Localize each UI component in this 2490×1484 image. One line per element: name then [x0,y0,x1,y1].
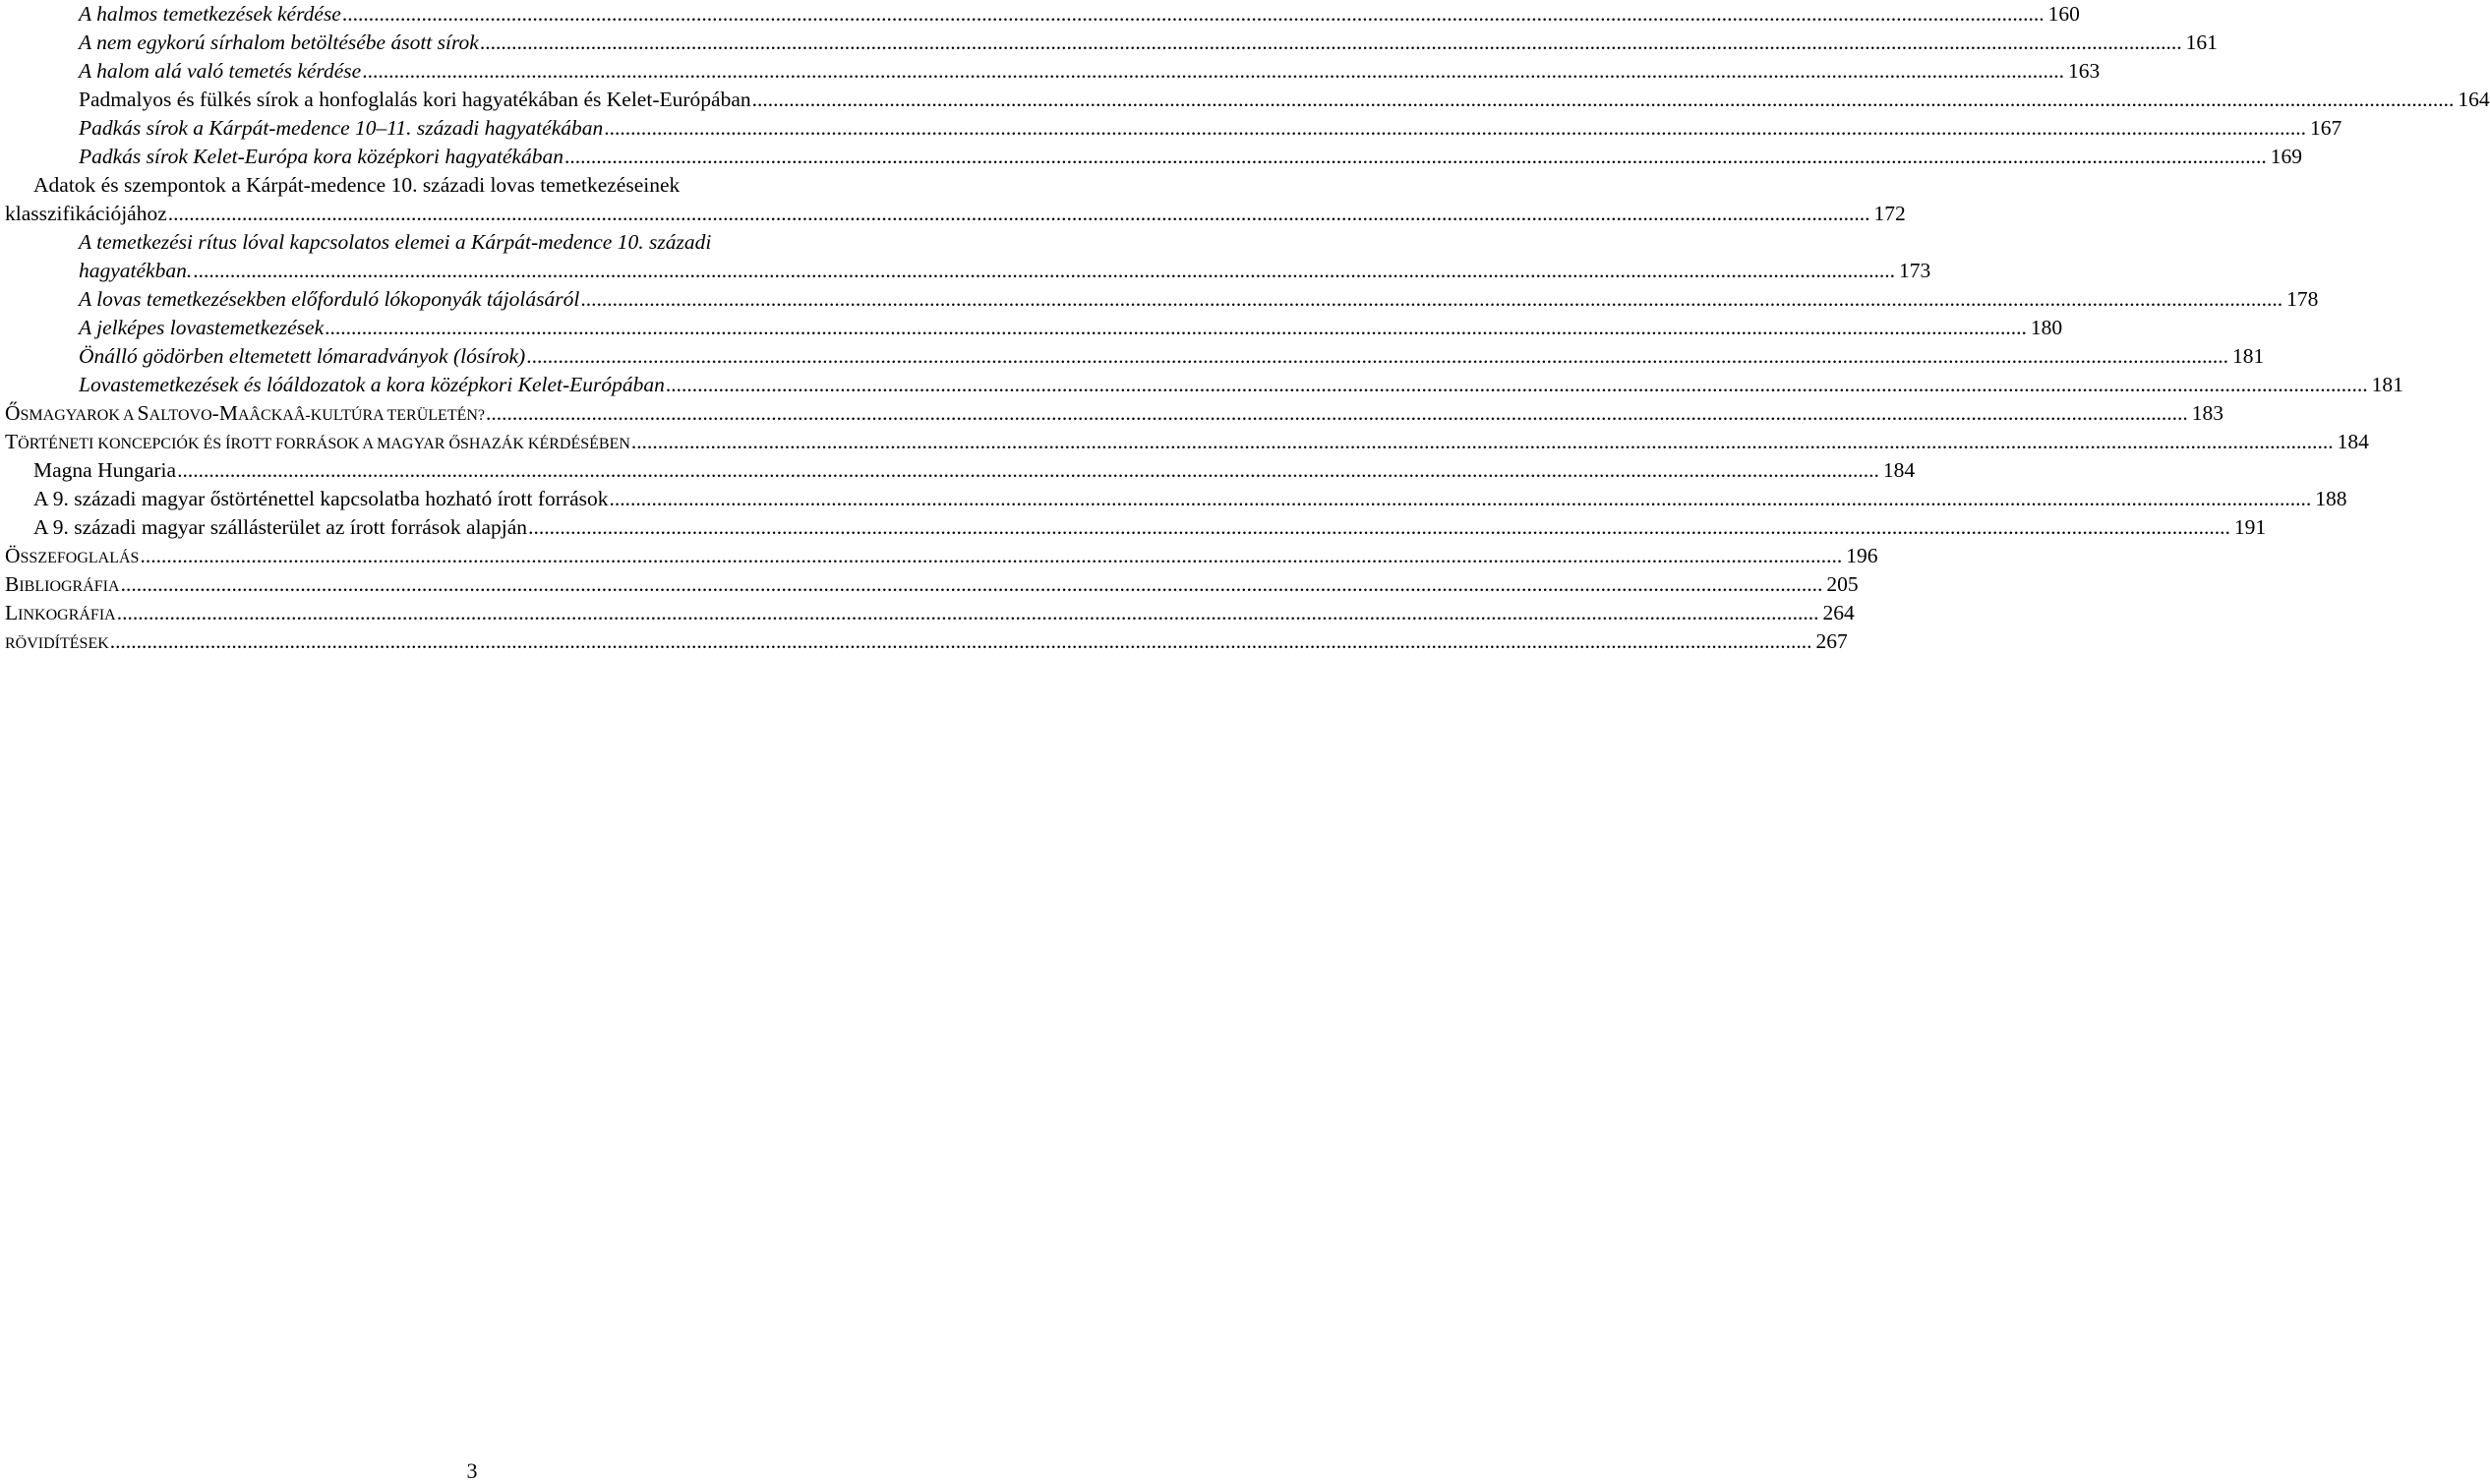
toc-entry[interactable] [5,57,2101,86]
toc-entry-chapter[interactable] [5,428,2369,456]
toc-entry-page: 163 [2067,59,2101,83]
toc-entry-page: 160 [2047,2,2080,26]
toc-entry-page: 205 [1826,572,1859,596]
toc-entry[interactable] [5,513,2267,542]
toc-entry-page: 180 [2030,316,2063,339]
toc-entry-chapter[interactable] [5,399,2224,428]
table-of-contents [5,0,2490,656]
toc-entry[interactable] [5,29,2218,57]
toc-entry-title: ŐSMAGYAROK A SALTOVO-MAÂCKAÂ-KULTÚRA TERÜLETÉN? [5,401,486,425]
toc-entry[interactable] [5,0,2080,29]
toc-entry-page: 181 [2231,344,2265,368]
toc-entry-title: RÖVIDÍTÉSEK [5,635,109,652]
toc-entry-heading-line[interactable] [5,171,940,200]
toc-entry-title: Adatok és szempontok a Kárpát-medence 10. századi lovas temetkezéseinek [33,173,681,197]
toc-entry-page: 161 [2185,30,2218,54]
toc-entry-page: 188 [2315,487,2347,510]
dot-leader [485,399,2188,428]
toc-entry-page: 172 [1873,202,1906,225]
dot-leader [527,513,2230,542]
dot-leader [176,456,1879,485]
toc-entry-chapter[interactable] [5,599,1855,627]
toc-entry[interactable] [5,371,2403,399]
toc-entry-title: A 9. századi magyar őstörténettel kapcsolatba hozható írott források [33,487,609,510]
toc-entry-title-continuation: hagyatékban. [79,259,193,282]
dot-leader [109,627,1812,656]
toc-entry-page: 164 [2458,88,2490,111]
toc-entry-page: 184 [2337,430,2369,453]
dot-leader [341,0,2045,29]
toc-entry-title: Padmalyos és fülkés sírok a honfoglalás kori hagyatékában és Kelet-Európában [79,88,751,111]
dot-leader [751,86,2455,114]
toc-entry[interactable] [5,200,1906,228]
toc-entry-page: 178 [2286,287,2319,311]
dot-leader [479,29,2182,57]
dot-leader [630,428,2334,456]
toc-entry[interactable] [5,456,1916,485]
toc-entry-title-continuation: klasszifikációjához [5,202,167,225]
dot-leader [120,570,1823,599]
toc-entry[interactable] [5,143,2302,171]
toc-entry-title: BIBLIOGRÁFIA [5,572,120,596]
dot-leader [525,342,2228,371]
dot-leader [192,257,1895,285]
toc-entry-chapter[interactable] [5,542,1878,570]
toc-entry-title: A temetkezési rítus lóval kapcsolatos elemei a Kárpát-medence 10. századi [79,230,712,254]
toc-entry-page: 173 [1898,259,1931,282]
toc-entry-title: ÖSSZEFOGLALÁS [5,544,140,567]
toc-entry-page: 184 [1882,458,1916,482]
toc-entry[interactable] [5,342,2265,371]
toc-entry-heading-line[interactable] [5,228,940,257]
toc-entry-title: A jelképes lovastemetkezések [79,316,325,339]
toc-entry-page: 191 [2233,515,2267,539]
toc-entry-page: 181 [2371,373,2403,396]
toc-entry-page: 169 [2270,145,2302,168]
toc-entry-title: TÖRTÉNETI KONCEPCIÓK ÉS ÍROTT FORRÁSOK A MAGYAR ŐSHAZÁK KÉRDÉSÉBEN [5,430,630,453]
toc-entry[interactable] [5,86,2490,114]
toc-entry-title: Magna Hungaria [33,458,177,482]
toc-entry-title: A halom alá való temetés kérdése [79,59,362,83]
page-number: 3 [466,1458,478,1483]
toc-entry-title: A nem egykorú sírhalom betöltésébe ásott sírok [79,30,479,54]
dot-leader [579,285,2282,314]
toc-entry[interactable] [5,485,2347,513]
dot-leader [167,200,1870,228]
toc-entry-title: LINKOGRÁFIA [5,601,116,624]
toc-entry-page: 196 [1846,544,1878,567]
dot-leader [361,57,2064,86]
dot-leader [608,485,2311,513]
toc-entry-page: 183 [2191,401,2224,425]
toc-entry-title: Lovastemetkezések és lóáldozatok a kora középkori Kelet-Európában [79,373,665,396]
toc-entry-title: A halmos temetkezések kérdése [79,2,341,26]
toc-entry-title: Padkás sírok a Kárpát-medence 10–11. századi hagyatékában [79,116,604,140]
dot-leader [563,143,2267,171]
toc-entry-chapter[interactable] [5,570,1859,599]
toc-entry-chapter[interactable] [5,627,1848,656]
dot-leader [139,542,1842,570]
toc-entry-page: 267 [1815,629,1848,653]
toc-entry-page: 264 [1822,601,1855,624]
toc-entry-title: Padkás sírok Kelet-Európa kora középkori hagyatékában [79,145,563,168]
toc-entry[interactable] [5,257,1931,285]
dot-leader [603,114,2306,143]
dot-leader [665,371,2368,399]
toc-entry-title: A lovas temetkezésekben előforduló lókoponyák tájolásáról [79,287,580,311]
toc-entry-title: Önálló gödörben eltemetett lómaradványok (lósírok) [79,344,526,368]
toc-entry-page: 167 [2310,116,2342,140]
toc-entry-title: A 9. századi magyar szállásterület az írott források alapján [33,515,528,539]
toc-entry[interactable] [5,314,2063,342]
dot-leader [116,599,1819,627]
toc-entry[interactable] [5,114,2342,143]
dot-leader [324,314,2027,342]
toc-entry[interactable] [5,285,2319,314]
